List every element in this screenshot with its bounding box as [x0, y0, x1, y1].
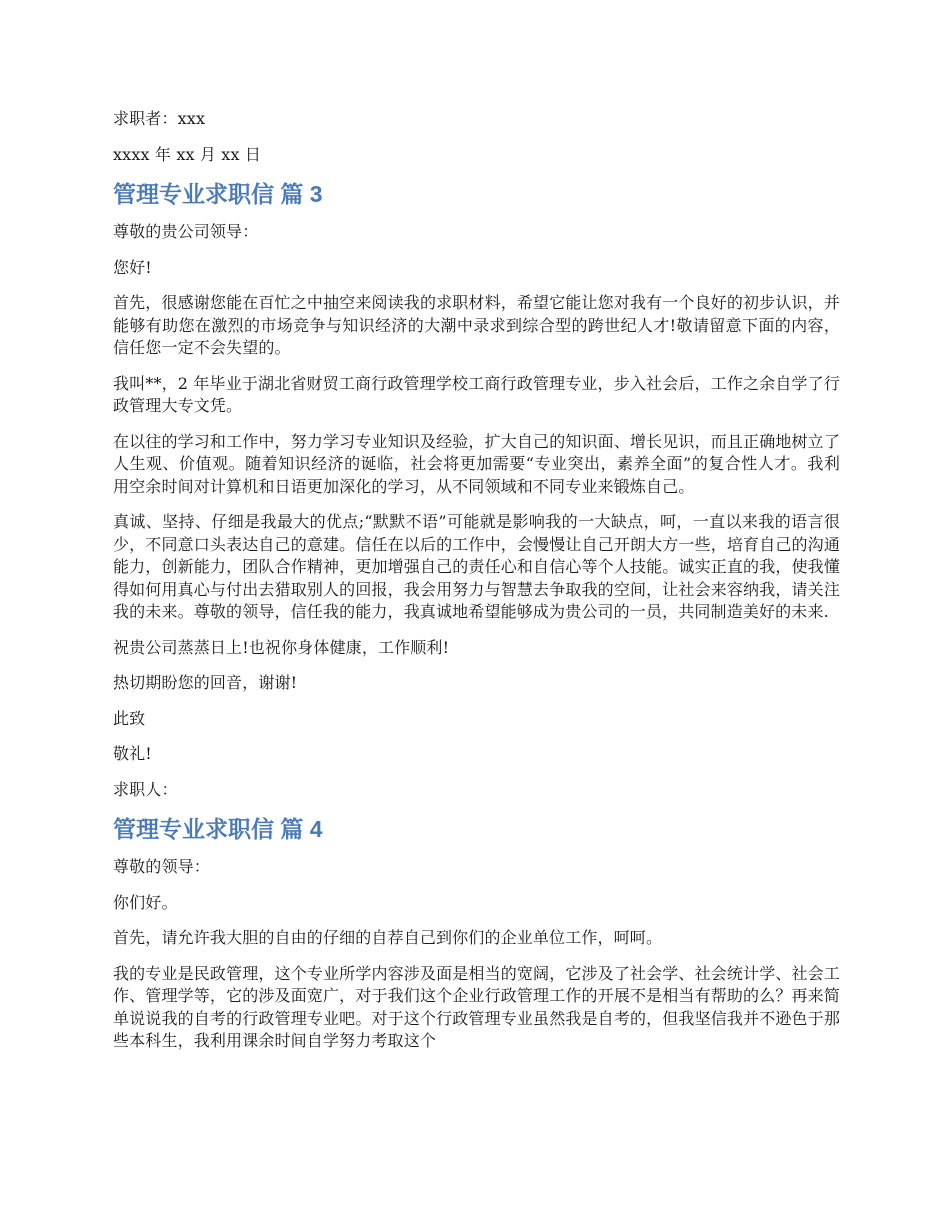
applicant-signature: 求职人： — [113, 779, 178, 799]
closing: 敬礼! — [113, 744, 152, 763]
salutation: 尊敬的贵公司领导： — [113, 222, 259, 241]
body-paragraph: 祝贵公司蒸蒸日上!也祝你身体健康，工作顺利! — [113, 637, 450, 657]
body-paragraph: 首先，请允许我大胆的自由的仔细的自荐自己到你们的企业单位工作，呵呵。 — [113, 928, 663, 947]
body-paragraph: 我叫**，2 年毕业于湖北省财贸工商行政管理学校工商行政管理专业，步入社会后，工作之余自学了行政管理大专文凭。 — [113, 373, 840, 415]
section-heading-4: 管理专业求职信 篇 4 — [113, 816, 323, 842]
section-heading-3: 管理专业求职信 篇 3 — [113, 181, 323, 207]
body-paragraph: 在以往的学习和工作中，努力学习专业知识及经验，扩大自己的知识面、增长见识，而且正确地树立了人生观、价值观。随着知识经济的诞临，社会将更加需要“专业突出，素养全面”的复合性人才。我利用空余时间对计算机和日语更加深化的学习，从不同领域和不同专业来锻炼自己。 — [113, 431, 840, 496]
applicant-signature: 求职者：xxx — [113, 109, 206, 128]
body-paragraph: 热切期盼您的回音，谢谢! — [113, 673, 298, 692]
body-paragraph: 首先，很感谢您能在百忙之中抽空来阅读我的求职材料，希望它能让您对我有一个良好的初步认识，并能够有助您在激烈的市场竞争与知识经济的大潮中录求到综合型的跨世纪人才!敬请留意下面的内容，信任您一定不会失望的。 — [113, 293, 840, 357]
body-paragraph: 真诚、坚持、仔细是我最大的优点;“默默不语”可能就是影响我的一大缺点，呵，一直以来我的语言很少，不同意口头表达自己的意建。信任在以后的工作中，会慢慢让自己开朗大方一些，培育自己的沟通能力，创新能力，团队合作精神，更加增强自己的责任心和自信心等个人技能。诚实正直的我，使我懂得如何用真心与付出去猎取别人的回报，我会用努力与智慧去争取我的空间，让社会来容纳我，请关注我的未来。尊敬的领导，信任我的能力，我真诚地希望能够成为贵公司的一员，共同制造美好的未来. — [113, 512, 840, 621]
date-line: xxxx 年 xx 月 xx 日 — [113, 144, 262, 164]
body-paragraph: 我的专业是民政管理，这个专业所学内容涉及面是相当的宽阔，它涉及了社会学、社会统计学、社会工作、管理学等，它的涉及面宽广，对于我们这个企业行政管理工作的开展不是相当有帮助的么？再来简单说说我的自考的行政管理专业吧。对于这个行政管理专业虽然我是自考的，但我坚信我并不逊色于那些本科生，我利用课余时间自学努力考取这个 — [113, 963, 840, 1050]
document-page — [113, 108, 840, 1066]
closing: 此致 — [113, 708, 146, 728]
salutation: 尊敬的领导： — [113, 857, 210, 876]
greeting: 你们好。 — [113, 892, 178, 912]
greeting: 您好! — [113, 257, 152, 277]
